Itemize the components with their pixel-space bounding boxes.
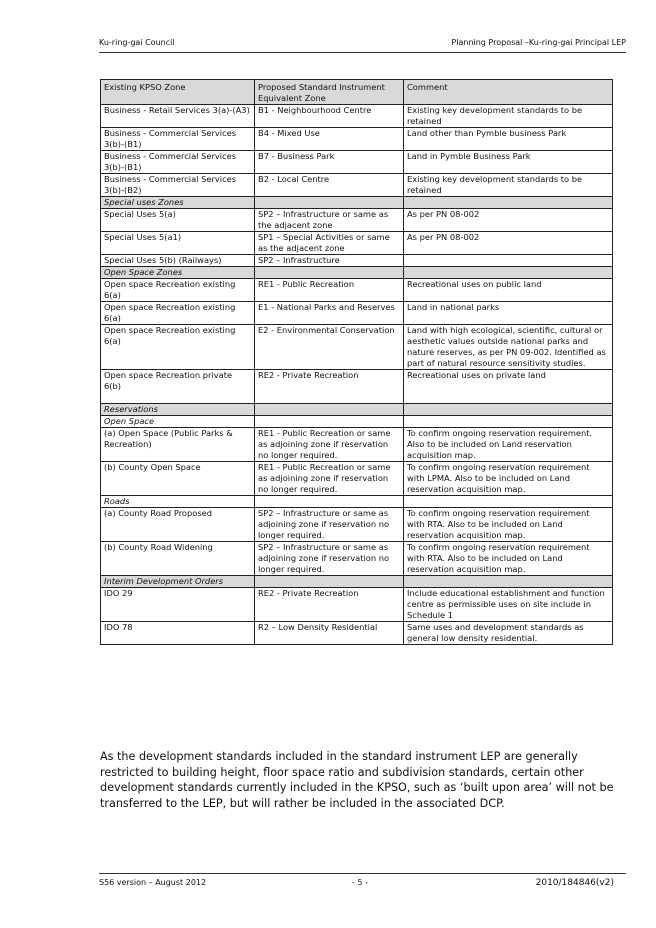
existing-zone-cell: (b) County Road Widening	[101, 542, 255, 576]
table-row	[101, 255, 613, 267]
comment-cell: To confirm ongoing reservation requirement with LPMA. Also to be included on Land reservation acquisition map.	[404, 462, 613, 496]
body-paragraph: As the development standards included in the standard instrument LEP are generally restricted to building height, floor space ratio and subdivision standards, certain other development standards currently included in the KPSO, such as ‘built upon area’ will not be transferred to the LEP, but will rather be included in the associated DCP.	[100, 750, 614, 810]
comment-cell: Land other than Pymble business Park	[404, 128, 613, 151]
comment-cell	[404, 255, 613, 267]
subsection-label: Roads	[101, 496, 255, 508]
proposed-zone-cell: SP2 – Infrastructure or same as adjoining zone if reservation no longer required.	[255, 508, 404, 542]
footer-divider	[99, 873, 626, 874]
footer-document-ref: 2010/184846(v2)	[535, 878, 614, 888]
existing-zone-cell: (a) Open Space (Public Parks & Recreation)	[101, 428, 255, 462]
existing-zone-cell: Business - Commercial Services 3(b)-(B2)	[101, 174, 255, 197]
table-row	[101, 325, 613, 370]
comment-cell: Include educational establishment and function centre as permissible uses on site include in Schedule 1	[404, 588, 613, 622]
table-row	[101, 508, 613, 542]
comment-cell: To confirm ongoing reservation requirement with RTA. Also to be included on Land reservation acquisition map.	[404, 542, 613, 576]
table-section-row	[101, 267, 613, 279]
existing-zone-cell: (a) County Road Proposed	[101, 508, 255, 542]
footer-page-number: - 5 -	[352, 878, 368, 887]
comment-cell: As per PN 08-002	[404, 232, 613, 255]
proposed-zone-cell: RE1 - Public Recreation	[255, 279, 404, 302]
table-section-row	[101, 404, 613, 416]
comment-cell: Land with high ecological, scientific, cultural or aesthetic values outside national parks and nature reserves, as per PN 09-002. Identified as part of natural resource sensitivity studies.	[404, 325, 613, 370]
comment-cell: Existing key development standards to be retained	[404, 105, 613, 128]
proposed-zone-cell: B1 - Neighbourhood Centre	[255, 105, 404, 128]
empty-cell	[404, 197, 613, 209]
existing-zone-cell: Open space Recreation existing 6(a)	[101, 325, 255, 370]
table-body	[101, 105, 613, 645]
table-row	[101, 462, 613, 496]
table-row	[101, 302, 613, 325]
table-subsection-row	[101, 496, 613, 508]
existing-zone-cell: Business - Retail Services 3(a)-(A3)	[101, 105, 255, 128]
table-row	[101, 542, 613, 576]
existing-zone-cell: Business - Commercial Services 3(b)-(B1)	[101, 128, 255, 151]
table-row	[101, 151, 613, 174]
column-header-existing-zone: Existing KPSO Zone	[101, 80, 255, 105]
proposed-zone-cell: B2 - Local Centre	[255, 174, 404, 197]
comment-cell: Existing key development standards to be retained	[404, 174, 613, 197]
table-section-row	[101, 197, 613, 209]
proposed-zone-cell: RE2 - Private Recreation	[255, 370, 404, 404]
section-label: Open Space Zones	[101, 267, 255, 279]
empty-cell	[255, 197, 404, 209]
table-row	[101, 622, 613, 645]
table-row	[101, 128, 613, 151]
empty-cell	[255, 267, 404, 279]
table-section-row	[101, 576, 613, 588]
comment-cell: As per PN 08-002	[404, 209, 613, 232]
table-subsection-row	[101, 416, 613, 428]
empty-cell	[255, 496, 404, 508]
column-header-proposed-zone: Proposed Standard Instrument Equivalent Zone	[255, 80, 404, 105]
comment-cell: Same uses and development standards as general low density residential.	[404, 622, 613, 645]
existing-zone-cell: IDO 29	[101, 588, 255, 622]
table-row	[101, 588, 613, 622]
proposed-zone-cell: SP1 – Special Activities or same as the adjacent zone	[255, 232, 404, 255]
comment-cell: Recreational uses on private land	[404, 370, 613, 404]
header-document-title: Planning Proposal –Ku-ring-gai Principal LEP	[451, 38, 626, 47]
empty-cell	[404, 267, 613, 279]
comment-cell: To confirm ongoing reservation requirement. Also to be included on Land reservation acquisition map.	[404, 428, 613, 462]
comment-cell: Land in national parks	[404, 302, 613, 325]
comment-cell: Recreational uses on public land	[404, 279, 613, 302]
empty-cell	[255, 416, 404, 428]
table-row	[101, 174, 613, 197]
section-label: Interim Development Orders	[101, 576, 255, 588]
existing-zone-cell: Business - Commercial Services 3(b)-(B1)	[101, 151, 255, 174]
footer-version: S56 version – August 2012	[99, 878, 207, 887]
empty-cell	[255, 404, 404, 416]
proposed-zone-cell: R2 – Low Density Residential	[255, 622, 404, 645]
table-header-row	[101, 80, 613, 105]
empty-cell	[404, 496, 613, 508]
table-row	[101, 428, 613, 462]
proposed-zone-cell: RE1 - Public Recreation or same as adjoining zone if reservation no longer required.	[255, 428, 404, 462]
table-row	[101, 279, 613, 302]
proposed-zone-cell: B7 - Business Park	[255, 151, 404, 174]
existing-zone-cell: Open space Recreation existing 6(a)	[101, 302, 255, 325]
section-label: Special uses Zones	[101, 197, 255, 209]
existing-zone-cell: Open space Recreation existing 6(a)	[101, 279, 255, 302]
proposed-zone-cell: SP2 – Infrastructure or same as adjoining zone if reservation no longer required.	[255, 542, 404, 576]
proposed-zone-cell: SP2 – Infrastructure	[255, 255, 404, 267]
section-label: Reservations	[101, 404, 255, 416]
comment-cell: To confirm ongoing reservation requirement with RTA. Also to be included on Land reservation acquisition map.	[404, 508, 613, 542]
existing-zone-cell: Special Uses 5(b) (Railways)	[101, 255, 255, 267]
empty-cell	[404, 416, 613, 428]
proposed-zone-cell: SP2 – Infrastructure or same as the adjacent zone	[255, 209, 404, 232]
zone-conversion-table	[100, 79, 613, 645]
empty-cell	[255, 576, 404, 588]
header-divider	[99, 52, 626, 53]
existing-zone-cell: (b) County Open Space	[101, 462, 255, 496]
existing-zone-cell: Special Uses 5(a)	[101, 209, 255, 232]
proposed-zone-cell: B4 - Mixed Use	[255, 128, 404, 151]
proposed-zone-cell: E1 - National Parks and Reserves	[255, 302, 404, 325]
empty-cell	[404, 404, 613, 416]
existing-zone-cell: Special Uses 5(a1)	[101, 232, 255, 255]
table-row	[101, 209, 613, 232]
column-header-comment: Comment	[404, 80, 613, 105]
subsection-label: Open Space	[101, 416, 255, 428]
proposed-zone-cell: E2 - Environmental Conservation	[255, 325, 404, 370]
table-row	[101, 105, 613, 128]
header-council-name: Ku-ring-gai Council	[99, 38, 175, 47]
proposed-zone-cell: RE2 - Private Recreation	[255, 588, 404, 622]
proposed-zone-cell: RE1 - Public Recreation or same as adjoining zone if reservation no longer required.	[255, 462, 404, 496]
existing-zone-cell: Open space Recreation private 6(b)	[101, 370, 255, 404]
table-row	[101, 232, 613, 255]
empty-cell	[404, 576, 613, 588]
table-row	[101, 370, 613, 404]
existing-zone-cell: IDO 78	[101, 622, 255, 645]
comment-cell: Land in Pymble Business Park	[404, 151, 613, 174]
